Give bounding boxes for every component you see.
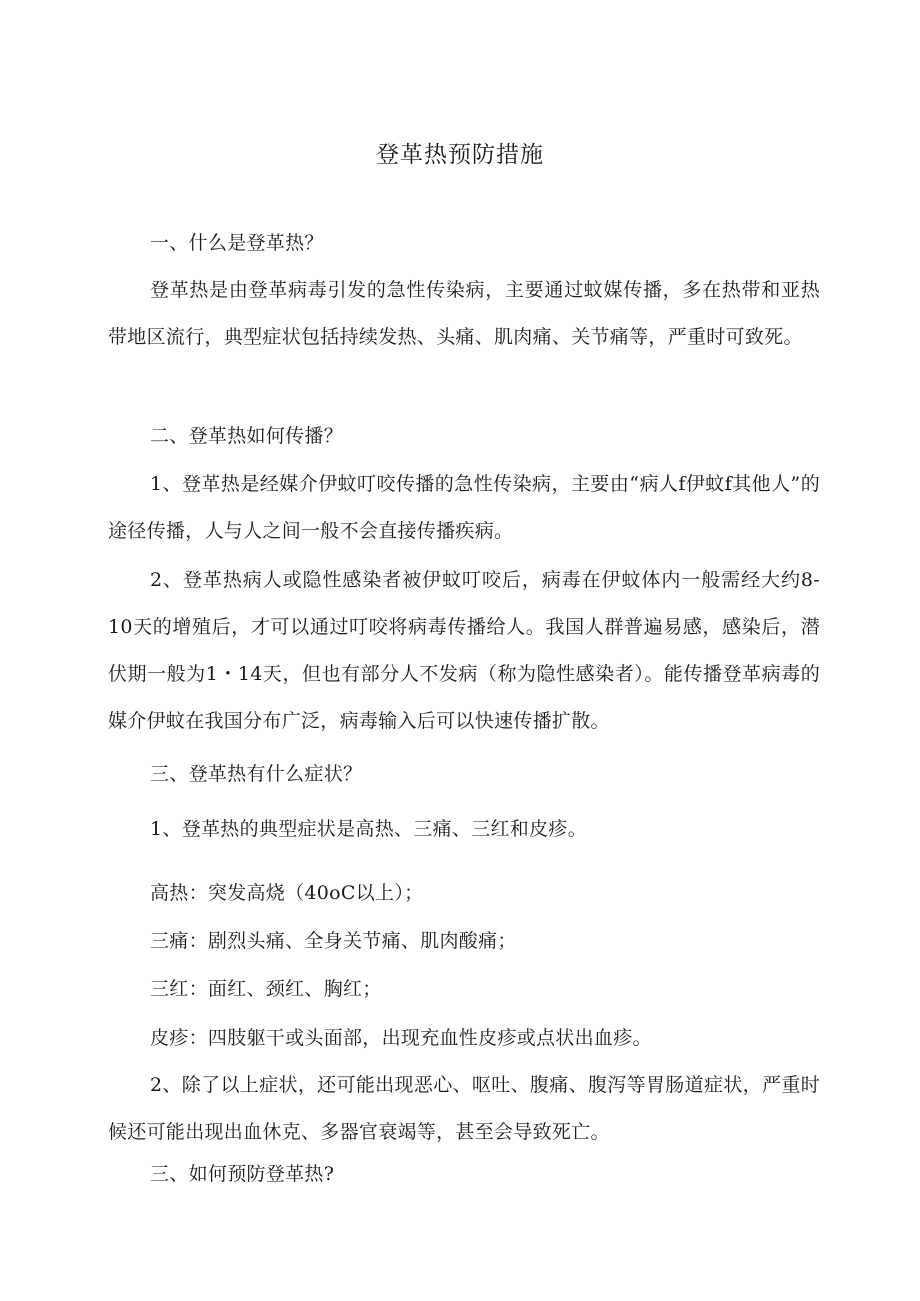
symptom-fever: 高热：突发高烧（40oC以上）； <box>150 882 424 904</box>
symptom-rash: 皮疹：四肢躯干或头面部，出现充血性皮疹或点状出血疹。 <box>150 1027 652 1049</box>
section-heading-what: 一、什么是登革热？ <box>150 232 324 254</box>
symptom-redness: 三红：面红、颈红、胸红； <box>150 978 382 1000</box>
paragraph-definition: 登革热是由登革病毒引发的急性传染病，主要通过蚊媒传播，多在热带和亚热带地区流行，典型症状包括持续发热、头痛、肌肉痛、关节痛等，严重时可致死。 <box>108 279 820 348</box>
paragraph-symptoms-2: 2、除了以上症状，还可能出现恶心、呕吐、腹痛、腹泻等胃肠道症状，严重时候还可能出现出血休克、多器官衰竭等，甚至会导致死亡。 <box>108 1074 820 1143</box>
paragraph-transmission-1: 1、登革热是经媒介伊蚊叮咬传播的急性传染病，主要由“病人f伊蚊f其他人”的途径传播，人与人之间一般不会直接传播疾病。 <box>108 473 820 542</box>
document-title: 登革热预防措施 <box>376 142 544 168</box>
paragraph-symptoms-1: 1、登革热的典型症状是高热、三痛、三红和皮疹。 <box>150 818 587 840</box>
paragraph-transmission-2: 2、登革热病人或隐性感染者被伊蚊叮咬后，病毒在伊蚊体内一般需经大约8-10天的增殖后，才可以通过叮咬将病毒传播给人。我国人群普遍易感，感染后，潜伏期一般为1・14天，但也有部分人不发病（称为隐性感染者）。能传播登革病毒的媒介伊蚊在我国分布广泛，病毒输入后可以快速传播扩散。 <box>108 569 820 732</box>
symptom-pain: 三痛：剧烈头痛、全身关节痛、肌肉酸痛； <box>150 930 517 952</box>
section-heading-prevention: 三、如何预防登革热? <box>150 1163 335 1185</box>
section-heading-symptoms: 三、登革热有什么症状？ <box>150 763 363 785</box>
section-heading-transmission: 二、登革热如何传播？ <box>150 425 344 447</box>
